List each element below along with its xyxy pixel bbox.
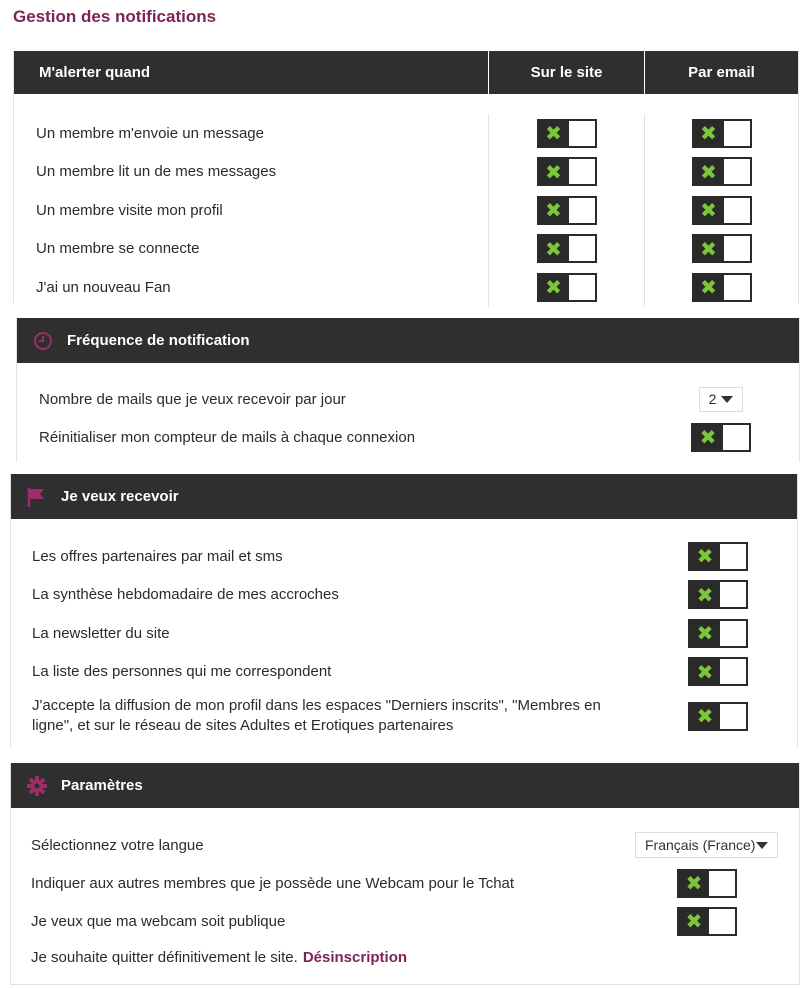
page-title: Gestion des notifications (13, 7, 217, 26)
alert-label-message: Un membre m'envoie un message (36, 124, 264, 142)
x-icon: ✖ (545, 121, 562, 146)
column-header-site: Sur le site (489, 51, 645, 94)
chevron-down-icon (721, 396, 733, 403)
settings-title: Paramètres (61, 777, 143, 794)
language-value: Français (France) (645, 837, 756, 853)
gear-icon (25, 774, 49, 798)
webcam-label: Indiquer aux autres membres que je possède une Webcam pour le Tchat (31, 874, 515, 892)
toggle-partner-offers[interactable] (688, 542, 748, 571)
receive-item-matches: La liste des personnes qui me correspondent (32, 663, 332, 681)
frequency-panel (16, 318, 800, 462)
language-label: Sélectionnez votre langue (31, 836, 204, 854)
receive-item-profile-diffusion: J'accepte la diffusion de mon profil dans les espaces "Derniers inscrits", "Membres en ligne", et sur le réseau de sites Adultes et Erotiques partenaires (32, 697, 601, 734)
x-icon: ✖ (700, 236, 717, 261)
toggle-site-read[interactable] (537, 157, 597, 186)
receive-panel (10, 474, 798, 748)
x-icon: ✖ (696, 621, 714, 646)
receive-item-newsletter: La newsletter du site (32, 624, 170, 642)
toggle-site-connect[interactable] (537, 234, 597, 263)
unsubscribe-link[interactable]: Désinscription (302, 948, 408, 966)
toggle-email-fan[interactable] (692, 273, 752, 302)
receive-item-partner-offers: Les offres partenaires par mail et sms (32, 547, 283, 565)
toggle-weekly-summary[interactable] (688, 580, 748, 609)
x-icon: ✖ (696, 544, 714, 569)
alert-label-connect: Un membre se connecte (36, 240, 200, 258)
alert-label-fan: J'ai un nouveau Fan (36, 278, 171, 296)
x-icon: ✖ (699, 425, 717, 449)
toggle-reset-counter[interactable] (691, 423, 751, 452)
x-icon: ✖ (545, 198, 562, 223)
x-icon: ✖ (545, 236, 562, 261)
chevron-down-icon (756, 842, 768, 849)
settings-panel (10, 763, 800, 985)
x-icon: ✖ (700, 121, 717, 146)
alert-label-read: Un membre lit un de mes messages (36, 163, 277, 181)
x-icon: ✖ (685, 871, 703, 895)
toggle-matches[interactable] (688, 657, 748, 686)
column-header-alert: M'alerter quand (14, 51, 489, 94)
mails-per-day-value: 2 (708, 391, 717, 407)
toggle-email-visit[interactable] (692, 196, 752, 225)
quit-text: Je souhaite quitter définitivement le site. (31, 948, 298, 966)
column-header-email: Par email (688, 64, 755, 81)
settings-header (11, 763, 799, 808)
toggle-newsletter[interactable] (688, 619, 748, 648)
toggle-site-fan[interactable] (537, 273, 597, 302)
mails-per-day-label: Nombre de mails que je veux recevoir par jour (39, 390, 346, 408)
toggle-email-read[interactable] (692, 157, 752, 186)
alerts-table-header (14, 51, 798, 94)
language-select[interactable] (635, 832, 778, 858)
x-icon: ✖ (700, 159, 717, 184)
frequency-header (17, 318, 799, 363)
x-icon: ✖ (545, 275, 562, 300)
alert-label-visit: Un membre visite mon profil (36, 201, 223, 219)
mails-per-day-select[interactable] (699, 387, 743, 412)
receive-title: Je veux recevoir (61, 488, 179, 505)
x-icon: ✖ (696, 582, 714, 607)
reset-counter-label: Réinitialiser mon compteur de mails à chaque connexion (39, 428, 416, 446)
toggle-webcam[interactable] (677, 869, 737, 898)
toggle-site-visit[interactable] (537, 196, 597, 225)
alerts-table (13, 51, 799, 303)
flag-icon (25, 485, 49, 509)
receive-item-weekly-summary: La synthèse hebdomadaire de mes accroches (32, 586, 339, 604)
x-icon: ✖ (700, 275, 717, 300)
receive-header (11, 474, 797, 519)
x-icon: ✖ (685, 909, 703, 933)
x-icon: ✖ (545, 159, 562, 184)
toggle-profile-diffusion[interactable] (688, 702, 748, 731)
webcam-public-label: Je veux que ma webcam soit publique (31, 912, 286, 930)
frequency-title: Fréquence de notification (67, 332, 250, 349)
x-icon: ✖ (700, 198, 717, 223)
toggle-email-message[interactable] (692, 119, 752, 148)
toggle-site-message[interactable] (537, 119, 597, 148)
x-icon: ✖ (696, 659, 714, 684)
x-icon: ✖ (696, 704, 714, 728)
toggle-webcam-public[interactable] (677, 907, 737, 936)
clock-icon (31, 329, 55, 353)
toggle-email-connect[interactable] (692, 234, 752, 263)
